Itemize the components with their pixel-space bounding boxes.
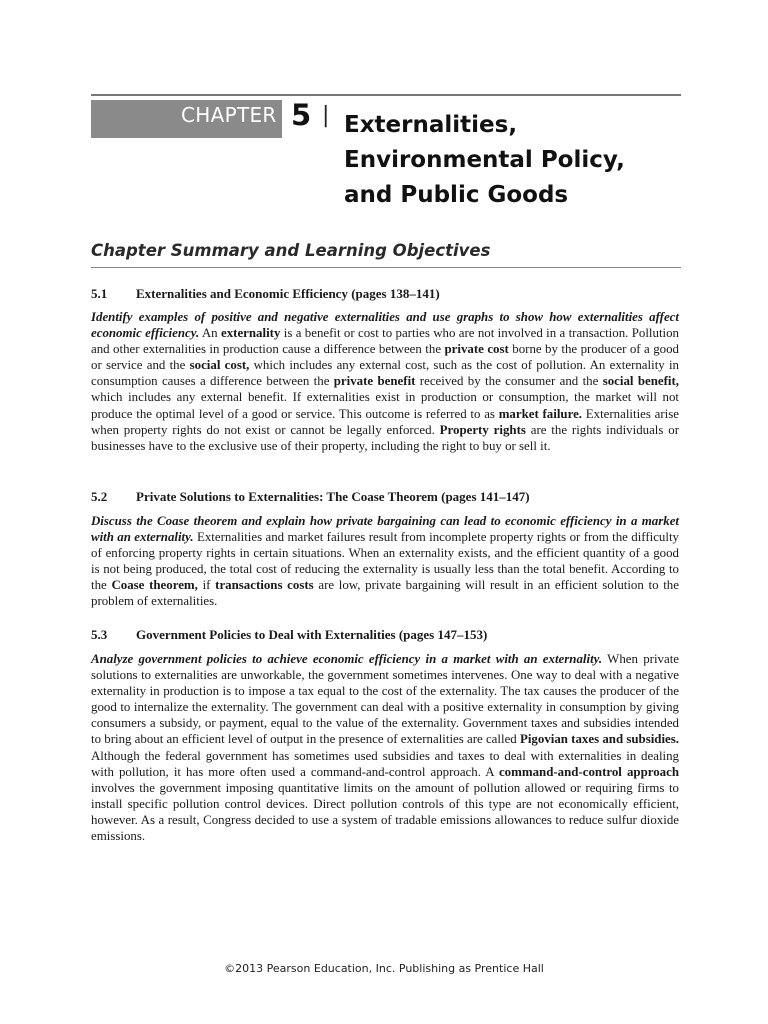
chapter-title-line: Environmental Policy,	[344, 147, 625, 173]
key-term: command-and-control approach	[498, 764, 680, 779]
learning-objective: Analyze government policies to achieve economic efficiency in a market with an externality.	[91, 652, 603, 666]
key-term: externality	[220, 326, 281, 341]
key-term: transactions costs	[215, 578, 314, 593]
section-number: 5.3	[91, 627, 108, 642]
body-text: are low, private bargaining will result in an efficient solution to the problem of externalities.	[91, 578, 679, 609]
summary-heading: Chapter Summary and Learning Objectives	[91, 241, 491, 260]
body-text: received by the consumer and the	[415, 374, 603, 389]
body-text: involves the government imposing quantitative limits on the amount of pollution allowed or requiring firms to install specific pollution control devices. Direct pollution controls of this type are not economically efficient, however. As a result, Congress decided to use a system of tradable emissions allowances to reduce sulfur dioxide emissions.	[91, 780, 679, 844]
key-term: Property rights	[439, 422, 526, 437]
body-text: is a benefit or cost to parties who are not involved in a transaction. Pollution and other externalities in production cause a difference between the	[91, 326, 679, 357]
body-text: Externalities and market failures result from incomplete property rights or from the difficulty of enforcing property rights in certain situations. When an externality exists, and the efficient quantity of a good is not being produced, the total cost of reducing the externality is usually less than the total benefit. According to the	[91, 530, 679, 593]
summary-rule	[91, 267, 681, 268]
learning-objective: Discuss the Coase theorem and explain how private bargaining can lead to economic efficiency in a market with an externality.	[91, 514, 679, 545]
body-text: if	[197, 578, 216, 593]
copyright-footer: ©2013 Pearson Education, Inc. Publishing as Prentice Hall	[224, 962, 544, 975]
body-text: which includes any external benefit. If externalities exist in production or consumption, the market will not produce the optimal level of a good or service. This outcome is referred to as	[91, 390, 679, 421]
chapter-separator: |	[322, 103, 330, 128]
section-paragraph	[91, 309, 679, 454]
key-term: Pigovian taxes and subsidies.	[519, 732, 680, 747]
chapter-title-line: and Public Goods	[344, 182, 569, 208]
section-number: 5.2	[91, 489, 108, 504]
key-term: social benefit,	[602, 374, 680, 389]
key-term: Coase theorem,	[111, 578, 198, 593]
section-paragraph	[91, 513, 679, 610]
key-term: private benefit	[333, 374, 416, 389]
chapter-title-line: Externalities,	[344, 112, 518, 138]
section-title: Externalities and Economic Efficiency (pages 138–141)	[136, 286, 440, 301]
chapter-label: CHAPTER	[181, 103, 277, 127]
section-paragraph	[91, 651, 679, 844]
body-text: borne by the producer of a good or service and the	[91, 342, 679, 373]
chapter-title	[344, 108, 684, 213]
section-heading	[91, 627, 487, 643]
body-text: are the rights individuals or businesses have to the exclusive use of their property, including the right to buy or sell it.	[91, 422, 679, 453]
body-text: When private solutions to externalities are unworkable, the government sometimes intervenes. One way to deal with a negative externality in production is to impose a tax equal to the cost of the externality. The tax causes the producer of the good to internalize the externality. The government can deal with a positive externality in consumption by giving consumers a subsidy, or payment, equal to the value of the externality. Government taxes and subsidies intended to bring about an efficient level of output in the presence of externalities are called	[91, 652, 679, 747]
key-term: private cost	[444, 342, 509, 357]
top-rule	[91, 94, 681, 96]
body-text: Externalities arise when property rights do not exist or cannot be legally enforced.	[91, 406, 679, 437]
section-title: Government Policies to Deal with Externalities (pages 147–153)	[136, 627, 488, 642]
section-number: 5.1	[91, 286, 108, 301]
body-text: An	[199, 326, 221, 341]
section-heading	[91, 286, 440, 302]
key-term: market failure.	[498, 406, 583, 421]
chapter-number: 5	[291, 98, 312, 132]
section-title: Private Solutions to Externalities: The Coase Theorem (pages 141–147)	[136, 489, 530, 504]
body-text: which includes any external cost, such as the cost of pollution. An externality in consumption causes a difference between the	[91, 358, 679, 389]
learning-objective: Identify examples of positive and negative externalities and use graphs to show how externalities affect economic efficiency.	[91, 310, 679, 341]
body-text: Although the federal government has sometimes used subsidies and taxes to deal with externalities in dealing with pollution, it has more often used a command-and-control approach. A	[91, 748, 679, 779]
section-heading	[91, 489, 530, 505]
key-term: social cost,	[189, 358, 250, 373]
